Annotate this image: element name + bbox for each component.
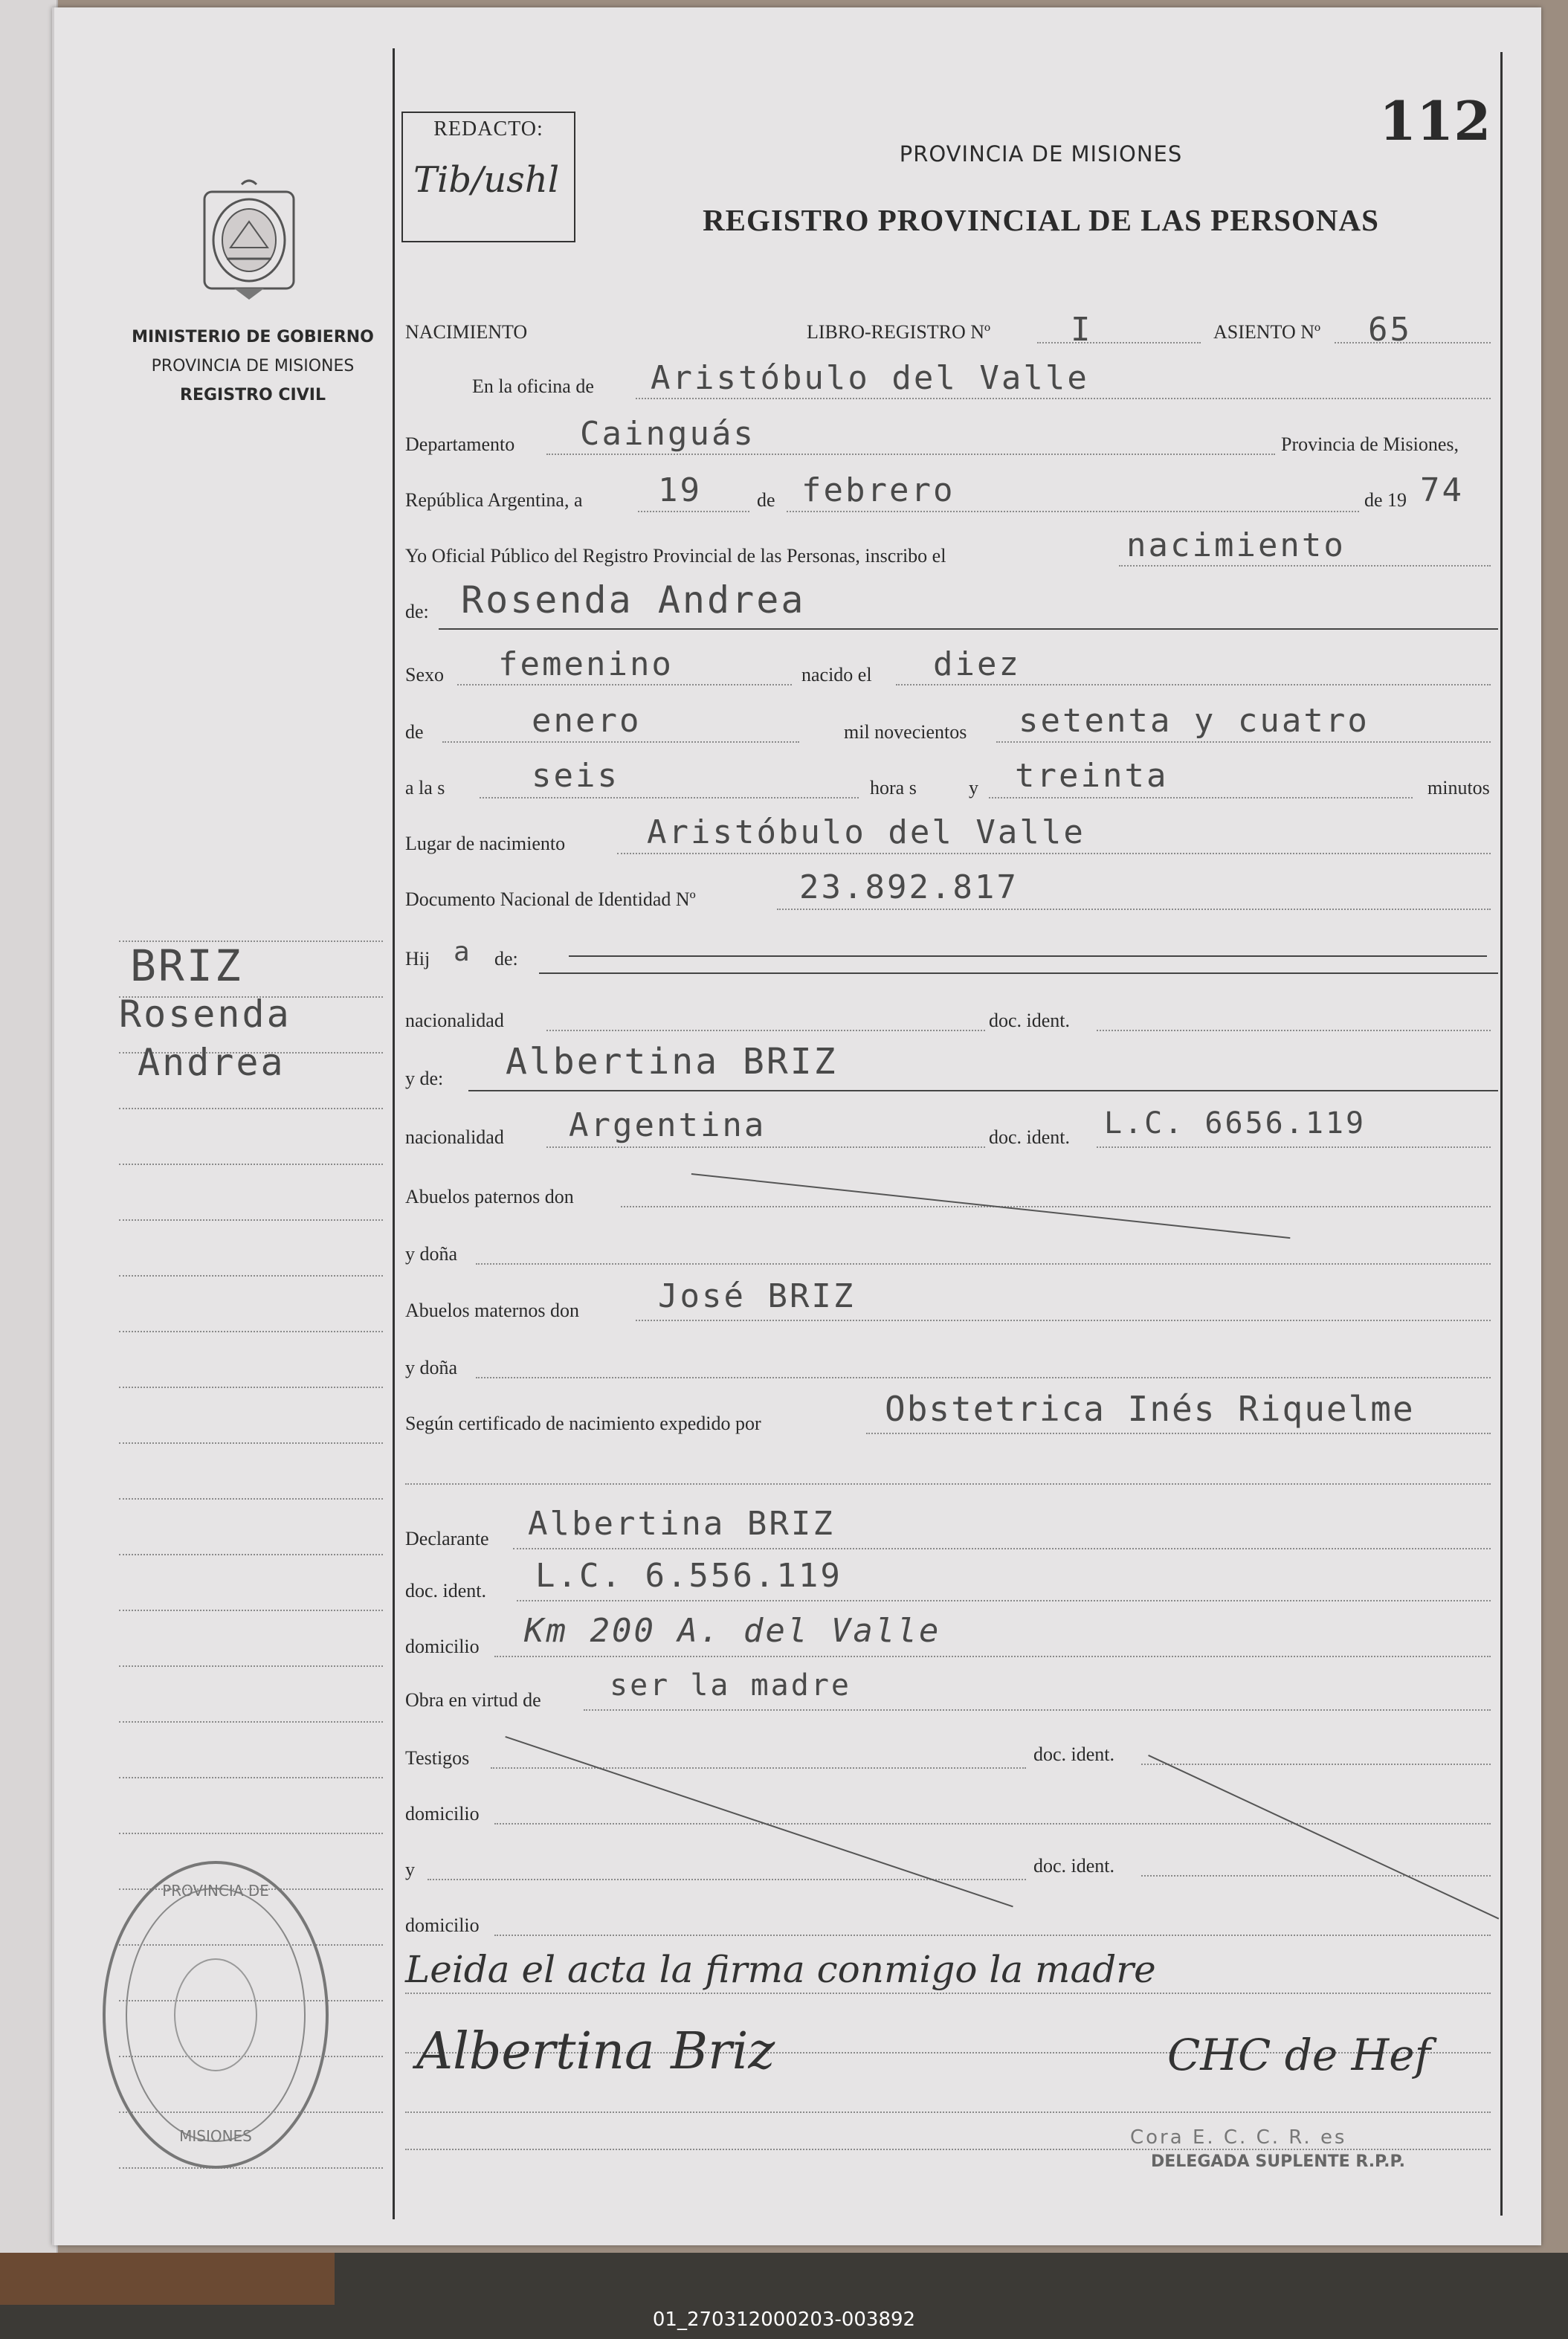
hora-value: seis — [532, 757, 619, 795]
footer-caption: 01_270312000203-003892 — [652, 2309, 916, 2331]
docident3-value: L.C. 6.556.119 — [535, 1557, 842, 1595]
nacido-value: diez — [933, 645, 1021, 683]
stamp-arc-bottom: MISIONES — [179, 2127, 252, 2145]
domicilio1-value: Km 200 A. del Valle — [524, 1612, 941, 1650]
abuelos-maternos-value: José BRIZ — [658, 1277, 856, 1315]
oficina-label: En la oficina de — [472, 375, 594, 397]
alas-label: a la s — [405, 777, 445, 799]
bottom-strip — [0, 2253, 335, 2305]
departamento-label: Departamento — [405, 433, 515, 455]
domicilio2-label: domicilio — [405, 1803, 480, 1825]
libro-value: I — [1071, 311, 1093, 349]
horas-label: hora s — [870, 777, 917, 799]
ydona1-label: y doña — [405, 1243, 458, 1265]
abuelos-paternos-label: Abuelos paternos don — [405, 1186, 574, 1207]
mil-label: mil novecientos — [844, 721, 967, 743]
y2-label: y — [405, 1859, 415, 1880]
leida-statement: Leida el acta la firma conmigo la madre — [405, 1948, 1156, 1991]
minutos-value: treinta — [1015, 757, 1169, 795]
departamento-value: Cainguás — [580, 415, 755, 453]
registry-stamp-icon — [97, 1851, 335, 2178]
left-page-edge — [0, 0, 58, 2253]
stamp-arc-top: PROVINCIA DE — [162, 1882, 269, 1900]
nacionalidad2-value: Argentina — [569, 1106, 767, 1144]
redacto-signature: Tib/ushl — [413, 159, 560, 201]
docident4-label: doc. ident. — [1033, 1743, 1115, 1765]
oficial-nombre: Cora E. C. C. R. es — [1130, 2126, 1347, 2149]
signature-madre: Albertina Briz — [416, 2022, 775, 2081]
ydona2-label: y doña — [405, 1357, 458, 1378]
header-province: PROVINCIA DE MISIONES — [899, 141, 1183, 167]
republica-label: República Argentina, a — [405, 489, 583, 511]
ministry-line2: PROVINCIA DE MISIONES — [151, 357, 355, 375]
declarante-label: Declarante — [405, 1528, 489, 1549]
sexo-value: femenino — [498, 645, 674, 683]
lugar-value: Aristóbulo del Valle — [647, 813, 1085, 851]
de3-label: de — [405, 721, 424, 743]
anio-label: de 19 — [1364, 489, 1407, 511]
sexo-label: Sexo — [405, 664, 444, 685]
right-margin-line — [1500, 52, 1503, 2216]
docident2-value: L.C. 6656.119 — [1104, 1106, 1367, 1141]
dia-value: 19 — [658, 471, 702, 509]
minutos-label: minutos — [1427, 777, 1490, 799]
oficial-label: Yo Oficial Público del Registro Provincial de las Personas, inscribo el — [405, 545, 946, 567]
oficina-value: Aristóbulo del Valle — [651, 359, 1089, 397]
dni-label: Documento Nacional de Identidad Nº — [405, 888, 696, 910]
signature-oficial: CHC de Hef — [1167, 2030, 1431, 2080]
header-registry: REGISTRO PROVINCIAL DE LAS PERSONAS — [703, 203, 1379, 237]
asiento-label: ASIENTO Nº — [1213, 321, 1321, 343]
ministry-block — [112, 323, 394, 410]
redacto-box — [401, 112, 575, 242]
nombre-value: Rosenda Andrea — [461, 578, 806, 622]
provincial-seal-icon — [190, 177, 309, 303]
docident5-label: doc. ident. — [1033, 1855, 1115, 1877]
hijo-de-label: de: — [494, 948, 518, 970]
madre-value: Albertina BRIZ — [506, 1041, 838, 1083]
docident2-label: doc. ident. — [989, 1126, 1071, 1148]
yde-label: y de: — [405, 1068, 444, 1089]
obra-label: Obra en virtud de — [405, 1689, 541, 1711]
margin-surname: BRIZ — [130, 941, 243, 991]
domicilio3-label: domicilio — [405, 1914, 480, 1936]
hijo-suffix: a — [454, 937, 472, 967]
testigos-label: Testigos — [405, 1747, 470, 1769]
certificado-value: Obstetrica Inés Riquelme — [885, 1389, 1415, 1429]
anio-value: 74 — [1420, 471, 1464, 509]
de-label: de — [757, 489, 775, 511]
libro-label: LIBRO-REGISTRO Nº — [807, 321, 991, 343]
ministry-line3: REGISTRO CIVIL — [180, 386, 326, 404]
nacido-label: nacido el — [801, 664, 872, 685]
mes-nac-value: enero — [532, 702, 642, 740]
margin-first-name: Rosenda — [119, 993, 291, 1036]
mes-value: febrero — [801, 471, 955, 509]
y-label: y — [969, 777, 978, 799]
redacto-label: REDACTO: — [433, 117, 543, 141]
certificado-label: Según certificado de nacimiento expedido por — [405, 1413, 761, 1434]
asiento-value: 65 — [1368, 311, 1412, 349]
dni-value: 23.892.817 — [799, 868, 1019, 906]
margin-second-name: Andrea — [138, 1041, 285, 1084]
provincia-label: Provincia de Misiones, — [1281, 433, 1459, 455]
nacionalidad2-label: nacionalidad — [405, 1126, 504, 1148]
lugar-label: Lugar de nacimiento — [405, 833, 566, 854]
hijo-label: Hij — [405, 948, 430, 970]
nacimiento-label: NACIMIENTO — [405, 321, 528, 343]
docident3-label: doc. ident. — [405, 1580, 487, 1601]
nacionalidad1-label: nacionalidad — [405, 1010, 504, 1031]
oficial-cargo: DELEGADA SUPLENTE R.P.P. — [1151, 2152, 1405, 2171]
declarante-value: Albertina BRIZ — [528, 1505, 835, 1543]
docident1-label: doc. ident. — [989, 1010, 1071, 1031]
ministry-line1: MINISTERIO DE GOBIERNO — [132, 328, 374, 346]
page-number: 112 — [1379, 89, 1491, 152]
oficial-value: nacimiento — [1126, 526, 1346, 564]
abuelos-maternos-label: Abuelos maternos don — [405, 1300, 579, 1321]
obra-value: ser la madre — [610, 1668, 851, 1703]
de2-label: de: — [405, 601, 429, 622]
anio-nac-value: setenta y cuatro — [1019, 702, 1369, 740]
bottom-bar — [0, 2253, 1568, 2339]
domicilio1-label: domicilio — [405, 1636, 480, 1657]
